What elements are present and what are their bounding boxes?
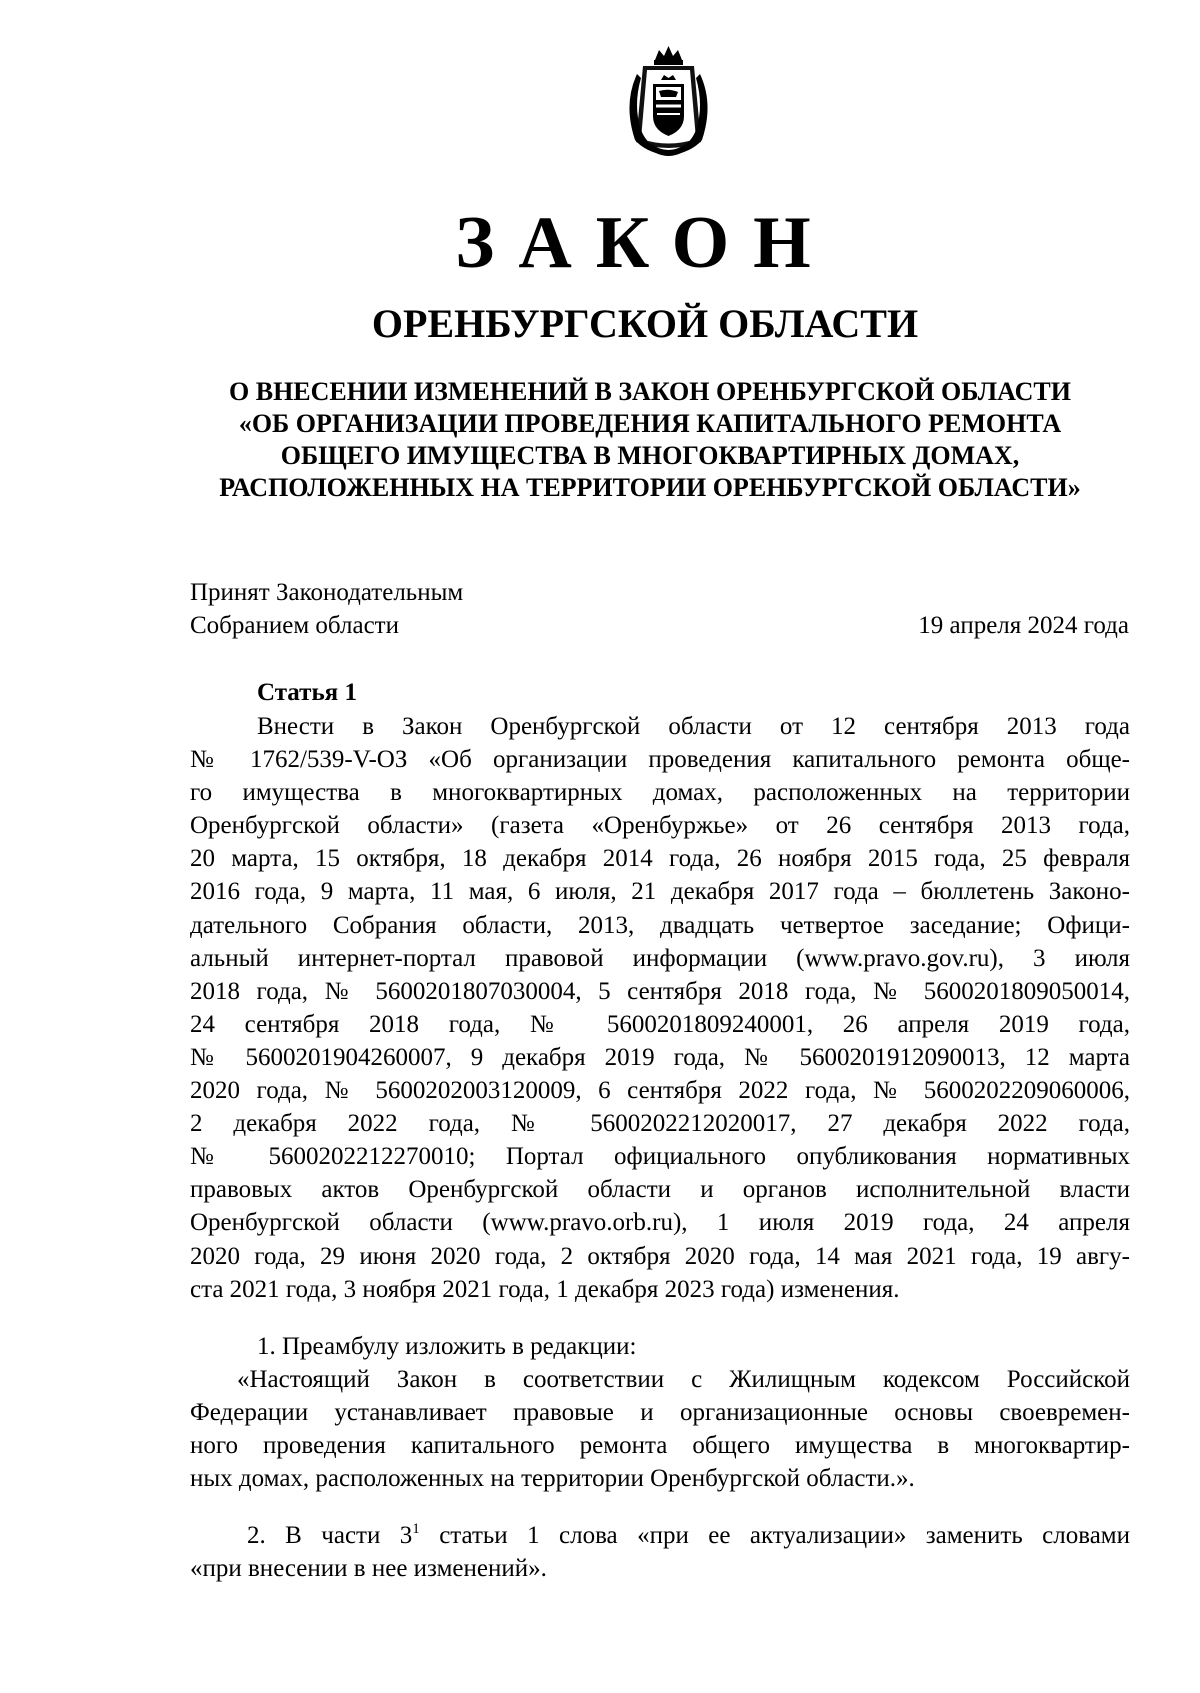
item2-text-end: статьи 1 слова «при ее актуализации» заменить словами [419,1522,1130,1550]
article-line: го имущества в многоквартирных домах, расположенных на территории [190,779,1130,807]
article-line: № 5600201904260007, 9 декабря 2019 года, № 5600201912090013, 12 марта [190,1043,1130,1071]
item1-line: «Настоящий Закон в соответствии с Жилищным кодексом Российской [237,1365,1130,1393]
item2-text-start: 2. В части 3 [247,1522,413,1550]
item1-line: Федерации устанавливает правовые и организационные основы своевремен- [190,1398,1130,1426]
law-title: ЗАКОН [455,202,835,284]
adopted-date: 19 апреля 2024 года [918,612,1129,639]
adopted-by-line: Собранием области [190,612,399,639]
article-line: дательного Собрания области, 2013, двадцать четвертое заседание; Офици- [190,911,1130,939]
article-line: Внести в Закон Оренбургской области от 12 сентября 2013 года [257,713,1130,740]
law-subject [150,376,1150,504]
article-line: № 1762/539-V-ОЗ «Об организации проведения капитального ремонта обще- [190,746,1130,774]
item1-title: 1. Преамбулу изложить в редакции: [257,1332,637,1360]
article-line: правовых актов Оренбургской области и органов исполнительной власти [190,1176,1130,1204]
article-line: 20 марта, 15 октября, 18 декабря 2014 года, 26 ноября 2015 года, 25 февраля [190,845,1130,873]
subject-line: О ВНЕСЕНИИ ИЗМЕНЕНИЙ В ЗАКОН ОРЕНБУРГСКОЙ ОБЛАСТИ [229,377,1071,406]
article-line: альный интернет-портал правовой информации (www.pravo.gov.ru), 3 июля [190,944,1130,972]
article-line: Оренбургской области» (газета «Оренбуржье» от 26 сентября 2013 года, [190,812,1130,840]
adopted-by [190,576,463,642]
article-line: 2016 года, 9 марта, 11 мая, 6 июля, 21 декабря 2017 года – бюллетень Законо- [190,878,1130,906]
adopted-by-line: Принят Законодательным [190,579,464,606]
article-line: 2018 года, № 5600201807030004, 5 сентября 2018 года, № 5600201809050014, [190,977,1130,1005]
article-line: 2020 года, 29 июня 2020 года, 2 октября 2020 года, 14 мая 2021 года, 19 авгу- [190,1242,1130,1270]
article-line: 2 декабря 2022 года, № 5600202212020017, 27 декабря 2022 года, [190,1110,1130,1138]
article-body [190,710,1130,1585]
item2-line: «при внесении в нее изменений». [190,1555,547,1583]
article-line: Оренбургской области (www.pravo.orb.ru), 1 июля 2019 года, 24 апреля [190,1209,1130,1237]
region-name: ОРЕНБУРГСКОЙ ОБЛАСТИ [371,301,919,346]
item2-superscript: 1 [412,1521,420,1538]
item2-line [190,1519,1130,1552]
article-line: 2020 года, № 5600202003120009, 6 сентября 2022 года, № 5600202209060006, [190,1077,1130,1105]
subject-line: ОБЩЕГО ИМУЩЕСТВА В МНОГОКВАРТИРНЫХ ДОМАХ, [280,441,1020,470]
item1-line: ного проведения капитального ремонта общего имущества в многоквартир- [190,1431,1130,1459]
article-line: ста 2021 года, 3 ноября 2021 года, 1 декабря 2023 года) изменения. [190,1275,900,1303]
coat-of-arms-icon [621,44,716,159]
article-line: 24 сентября 2018 года, № 5600201809240001, 26 апреля 2019 года, [190,1010,1130,1038]
subject-line: РАСПОЛОЖЕННЫХ НА ТЕРРИТОРИИ ОРЕНБУРГСКОЙ ОБЛАСТИ» [219,473,1081,502]
subject-line: «ОБ ОРГАНИЗАЦИИ ПРОВЕДЕНИЯ КАПИТАЛЬНОГО РЕМОНТА [238,409,1062,438]
item1-line: ных домах, расположенных на территории Оренбургской области.». [190,1465,915,1493]
article-title: Статья 1 [257,679,357,706]
article-line: № 5600202212270010; Портал официального опубликования нормативных [190,1143,1130,1171]
